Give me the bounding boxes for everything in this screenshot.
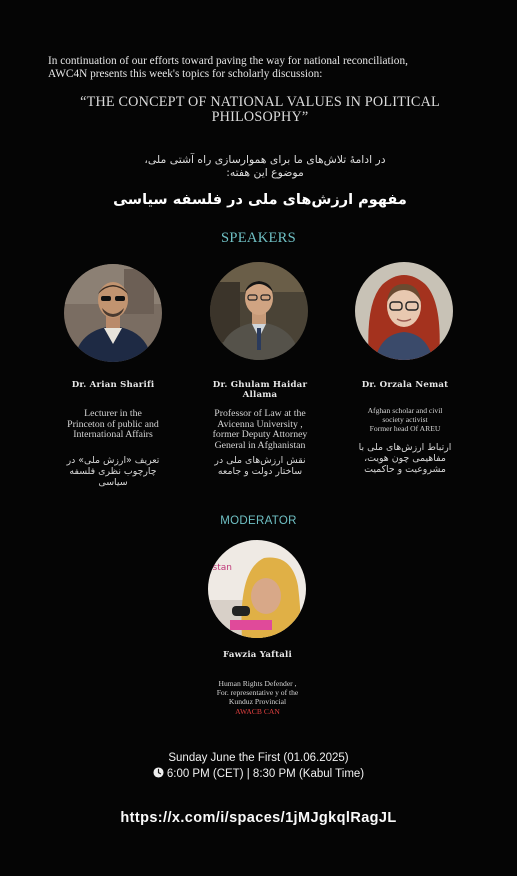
speaker-role-line: society activist [382,415,428,424]
topic-title-english [40,95,480,125]
intro-line-1: In continuation of our efforts toward paving the way for national reconciliation, [48,55,408,67]
intro-fa-line-1: در ادامهٔ تلاش‌های ما برای هموارسازی راه آشتی ملی، [144,153,386,166]
speaker-topic-line: مفاهیمی چون هویت، [364,453,446,464]
moderator-photo-fawzia-yaftali [208,540,306,638]
speaker-role [335,406,475,433]
speaker-topic-persian [45,455,181,488]
speaker-photo-ghulam-haidar-allama [210,262,308,360]
svg-text:istan: istan [210,563,232,573]
moderator-heading: MODERATOR [220,515,297,527]
moderator-name: Fawzia Yaftali [223,650,292,660]
speaker-role-line: former Deputy Attorney [212,429,308,440]
moderator-role [180,679,335,706]
speaker-topic-line: ساختار دولت و جامعه [217,466,303,477]
speaker-topic-line: مشروعیت و حاکمیت [364,464,446,475]
moderator-organization: AWACB CAN [235,707,280,716]
moderator-photo-icon [208,540,306,638]
speaker-name-line: Allama [242,390,278,400]
event-date: Sunday June the First (01.06.2025) [168,752,349,764]
intro-text [48,55,478,81]
speaker-name [190,380,330,400]
intro-line-2: AWC4N presents this week's topics for scholarly discussion: [48,68,323,80]
speaker-photo-icon [64,264,162,362]
intro-fa-line-2: موضوع این هفته: [226,166,304,179]
moderator-role-line: Human Rights Defender , [218,679,297,688]
moderator-role-line: Kunduz Provincial [228,697,287,706]
speaker-role-line: Afghan scholar and civil [367,406,443,415]
speaker-role-line: Princeton of public and [67,418,159,430]
speaker-role [188,409,332,451]
speaker-photo-orzala-nemat [355,262,453,360]
speaker-role-line: General in Afghanistan [214,439,306,451]
x-space-link[interactable]: https://x.com/i/spaces/1jMJgkqlRagJL [120,810,397,826]
clock-icon [153,767,164,778]
speaker-role-line: International Affairs [73,429,153,440]
speaker-name: Dr. Arian Sharifi [71,380,155,390]
speaker-role-line: Lecturer in the [84,408,142,419]
speaker-name-line: Dr. Ghulam Haidar [212,380,308,390]
event-time [0,767,517,780]
topic-title-line-2: PHILOSOPHY” [211,109,309,125]
speaker-role-line: Former head Of AREU [369,424,441,433]
intro-text-persian [100,153,430,179]
speaker-topic-line: نقش ارزش‌های ملی در [214,455,306,466]
speaker-topic-line: تعریف «ارزش ملی» در [66,455,160,466]
speaker-photo-arian-sharifi [64,264,162,362]
topic-title-persian: مفهوم ارزش‌های ملی در فلسفه سیاسی [113,192,407,208]
speaker-photo-icon [355,262,453,360]
speaker-role-line: Avicenna University , [217,418,303,430]
event-time-text: 6:00 PM (CET) | 8:30 PM (Kabul Time) [166,768,365,780]
speaker-topic-line: سیاسی [98,477,128,488]
speaker-topic-persian [195,455,325,477]
speaker-name: Dr. Orzala Nemat [361,380,449,390]
speaker-topic-line: ارتباط ارزش‌های ملی با [358,442,452,453]
speakers-heading: SPEAKERS [221,230,296,246]
speaker-photo-icon [210,262,308,360]
speaker-role [40,409,186,441]
speaker-topic-line: چارچوب نظری فلسفه [69,466,157,477]
moderator-role-line: For. representative y of the [216,688,299,697]
speaker-role-line: Professor of Law at the [214,408,306,419]
speaker-topic-persian [340,442,470,475]
topic-title-line-1: “THE CONCEPT OF NATIONAL VALUES IN POLITICAL [80,94,440,110]
